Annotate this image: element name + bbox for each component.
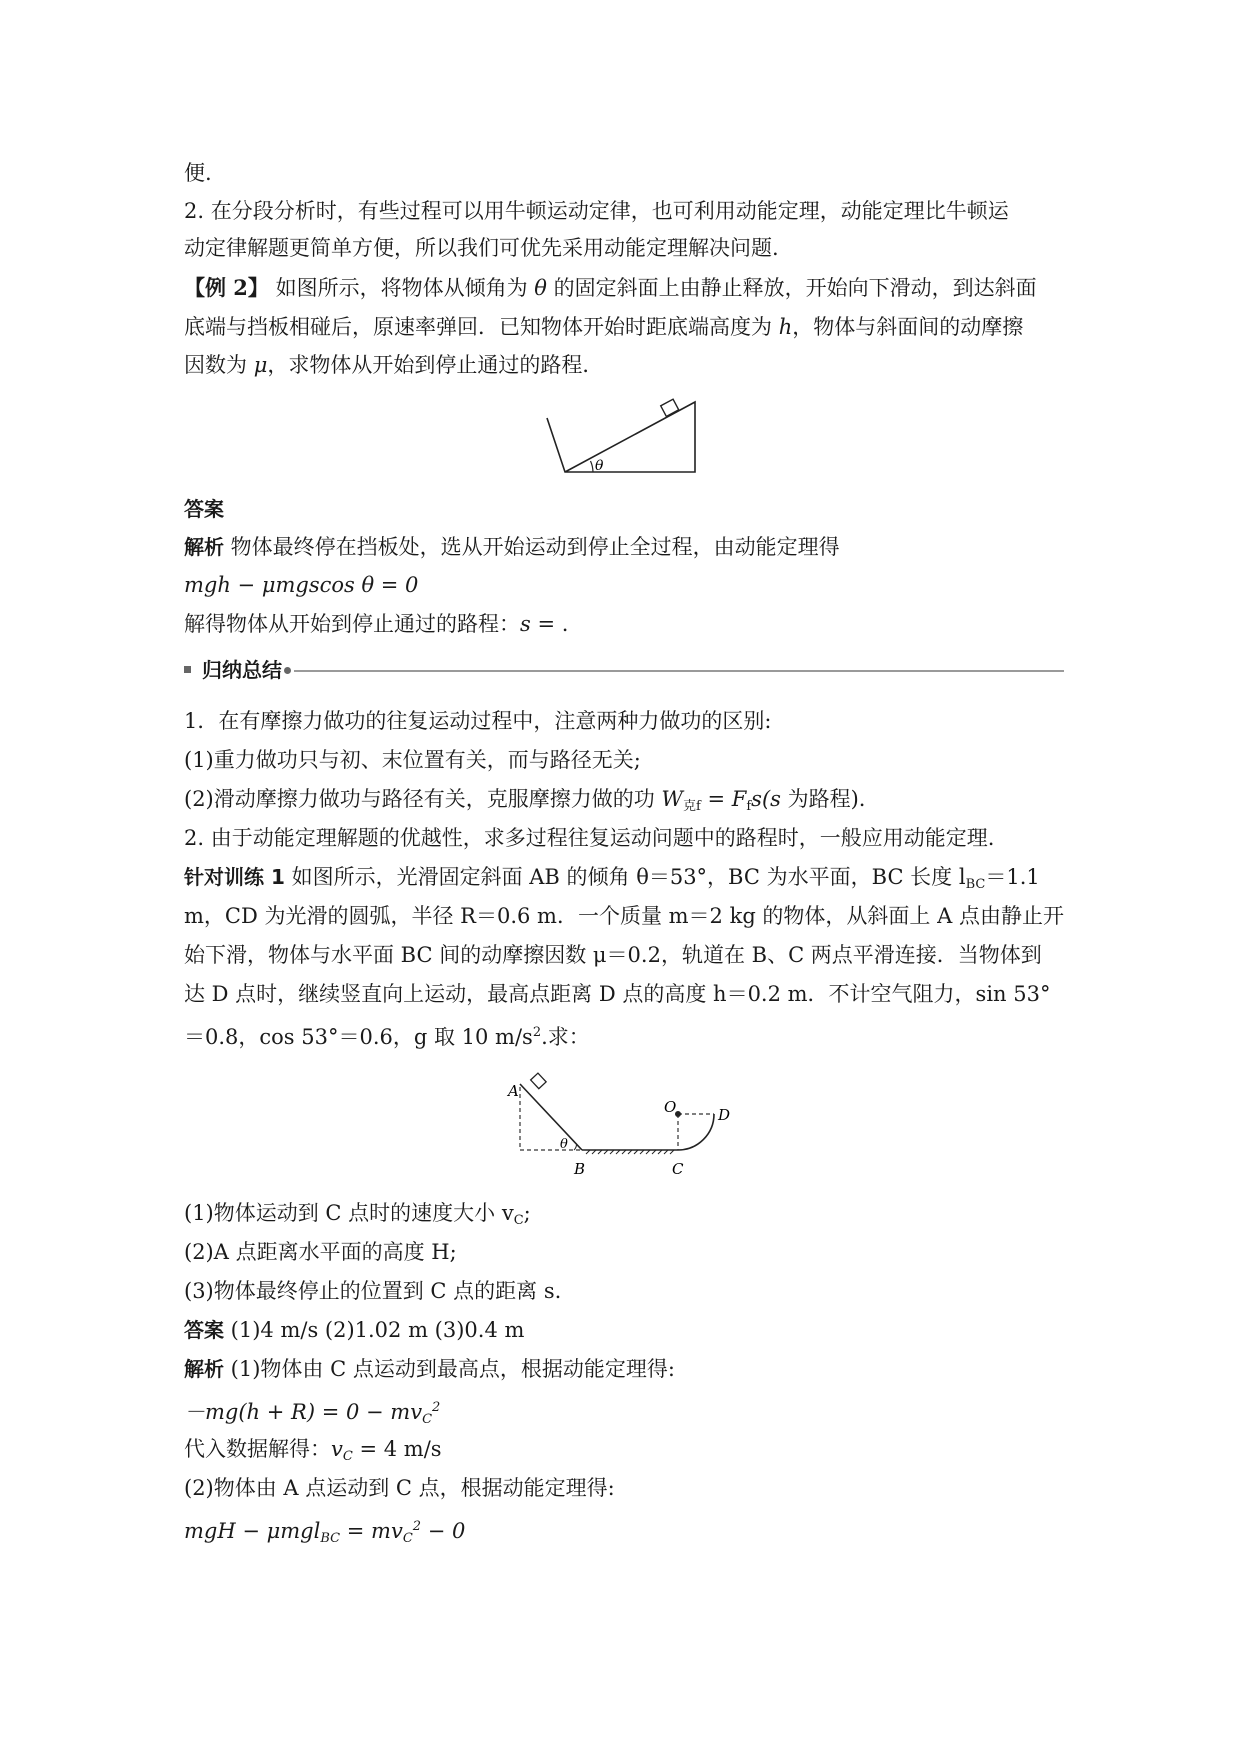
theta-label: θ [595, 458, 604, 474]
F-symbol: F [731, 787, 747, 811]
text-span: = [700, 787, 732, 811]
part-2-line: (2)物体由 A 点运动到 C 点，根据动能定理得: [184, 1476, 615, 1500]
block-shape [661, 399, 679, 416]
subscript: BC [965, 877, 986, 892]
arc-CD [678, 1114, 714, 1150]
track-figure-2 [500, 1062, 760, 1182]
substitution-line [184, 1434, 1064, 1472]
label-B: B [574, 1160, 586, 1178]
text-span: 代入数据解得： [184, 1437, 331, 1461]
equation-3 [184, 1512, 1064, 1554]
label-C: C [672, 1160, 684, 1178]
text-span: 如图所示，将物体从倾角为 [268, 276, 535, 300]
analysis-line [184, 532, 1064, 562]
superscript: 2 [412, 1519, 422, 1534]
answer-label: 答案 [184, 497, 224, 521]
incline-AB [520, 1084, 582, 1150]
example-2-line-1 [184, 273, 1064, 303]
summary-line [184, 784, 1064, 822]
s-symbol: s [770, 787, 781, 811]
summary-header [184, 655, 1064, 685]
divider [294, 670, 1064, 672]
square-bullet-icon [184, 666, 191, 673]
superscript: 2 [432, 1400, 441, 1415]
label-D: D [718, 1106, 731, 1124]
subscript: C [402, 1531, 413, 1546]
text-span: = . [530, 612, 569, 636]
training-line-2: m，CD 为光滑的圆弧，半径 R＝0.6 m．一个质量 m＝2 kg 的物体，从斜面上 A 点由静止开 [184, 904, 1064, 928]
text-span: 底端与挡板相碰后，原速率弹回．已知物体开始时距底端高度为 [184, 315, 779, 339]
example-2-line-3 [184, 350, 1064, 380]
text-span: .求： [541, 1025, 590, 1049]
question-1 [184, 1198, 1064, 1236]
equation-2 [184, 1393, 1064, 1435]
incline-figure-1 [535, 390, 710, 485]
text-span: (2)滑动摩擦力做功与路径有关，克服摩擦力做的功 [184, 787, 662, 811]
text-span: 如图所示，光滑固定斜面 AB 的倾角 θ＝53°，BC 为水平面，BC 长度 l [284, 865, 966, 889]
text-span: − 0 [421, 1519, 466, 1543]
label-A: A [508, 1082, 519, 1100]
question-3: (3)物体最终停止的位置到 C 点的距离 s. [184, 1279, 562, 1303]
text-span: 物体最终停在挡板处，选从开始运动到停止全过程，由动能定理得 [224, 535, 840, 559]
training-line-4: 达 D 点时，继续竖直向上运动，最高点距离 D 点的高度 h＝0.2 m．不计空气阻力，sin 53° [184, 982, 1051, 1006]
text-span: 解得物体从开始到停止通过的路程： [184, 612, 520, 636]
text-span: (1)4 m/s (2)1.02 m (3)0.4 m [224, 1318, 525, 1342]
answer-line [184, 1315, 1064, 1345]
text-span: 为路程). [780, 787, 866, 811]
angle-arc [591, 461, 594, 472]
training-line-3: 始下滑，物体与水平面 BC 间的动摩擦因数 μ＝0.2，轨道在 B、C 两点平滑连接．当物体到 [184, 943, 1042, 967]
block-shape [531, 1073, 546, 1089]
answer-label: 答案 [184, 1318, 224, 1342]
subscript: C [342, 1449, 353, 1464]
example-tag: 【例 2】 [184, 275, 269, 300]
text-span: －mg(h + R) = 0 − mv [184, 1400, 423, 1424]
mu-symbol: μ [253, 353, 268, 377]
subscript: BC [320, 1531, 341, 1546]
question-2: (2)A 点距离水平面的高度 H; [184, 1240, 457, 1264]
text-span: 的固定斜面上由静止释放，开始向下滑动，到达斜面 [546, 276, 1037, 300]
text-span: ＝1.1 [985, 865, 1040, 889]
text-span: (1)物体由 C 点运动到最高点，根据动能定理得: [224, 1357, 675, 1381]
summary-line: 2. 由于动能定理解题的优越性，求多过程往复运动问题中的路程时，一般应用动能定理. [184, 826, 995, 850]
W-symbol: W [661, 787, 684, 811]
text-span: s( [751, 787, 771, 811]
training-tag: 针对训练 1 [184, 865, 285, 889]
text-span: = 4 m/s [352, 1437, 442, 1461]
analysis-label: 解析 [184, 535, 224, 559]
dot-icon [284, 667, 291, 674]
angle-arc [574, 1144, 577, 1150]
text-span: ，求物体从开始到停止通过的路程． [267, 353, 604, 377]
text-span: ，物体与斜面间的动摩擦 [792, 315, 1024, 339]
subscript: C [513, 1213, 524, 1228]
example-2-line-2 [184, 312, 1064, 342]
text-span: mgH − μmgl [184, 1519, 321, 1543]
superscript: 2 [532, 1025, 542, 1040]
subscript: f [746, 799, 752, 814]
subscript: C [422, 1412, 433, 1427]
summary-line: 1．在有摩擦力做功的往复运动过程中，注意两种力做功的区别: [184, 709, 772, 733]
equation-1: mgh − μmgscos θ = 0 [184, 573, 419, 597]
analysis-line [184, 1354, 1064, 1384]
text-line: 2. 在分段分析时，有些过程可以用牛顿运动定律，也可利用动能定理，动能定理比牛顿运 [184, 199, 1009, 223]
theta-symbol: θ [534, 276, 547, 300]
text-line: 动定律解题更简单方便，所以我们可优先采用动能定理解决问题. [184, 236, 779, 260]
text-span: ; [523, 1201, 531, 1225]
h-symbol: h [778, 315, 793, 339]
subscript: 克f [683, 799, 701, 814]
text-span: (1)物体运动到 C 点时的速度大小 v [184, 1201, 514, 1225]
text-span: = mv [340, 1519, 403, 1543]
theta-label: θ [560, 1137, 568, 1152]
summary-title: 归纳总结 [202, 658, 282, 682]
training-line-5 [184, 1018, 1064, 1052]
s-symbol: s [520, 612, 531, 636]
result-line [184, 609, 1064, 639]
analysis-label: 解析 [184, 1357, 224, 1381]
v-symbol: v [331, 1437, 343, 1461]
text-span: ＝0.8，cos 53°＝0.6，g 取 10 m/s [184, 1025, 533, 1049]
label-O: O [664, 1098, 677, 1116]
summary-line: (1)重力做功只与初、末位置有关，而与路径无关; [184, 748, 641, 772]
text-line: 便. [184, 161, 212, 185]
text-span: 因数为 [184, 353, 254, 377]
training-line-1 [184, 862, 1064, 900]
